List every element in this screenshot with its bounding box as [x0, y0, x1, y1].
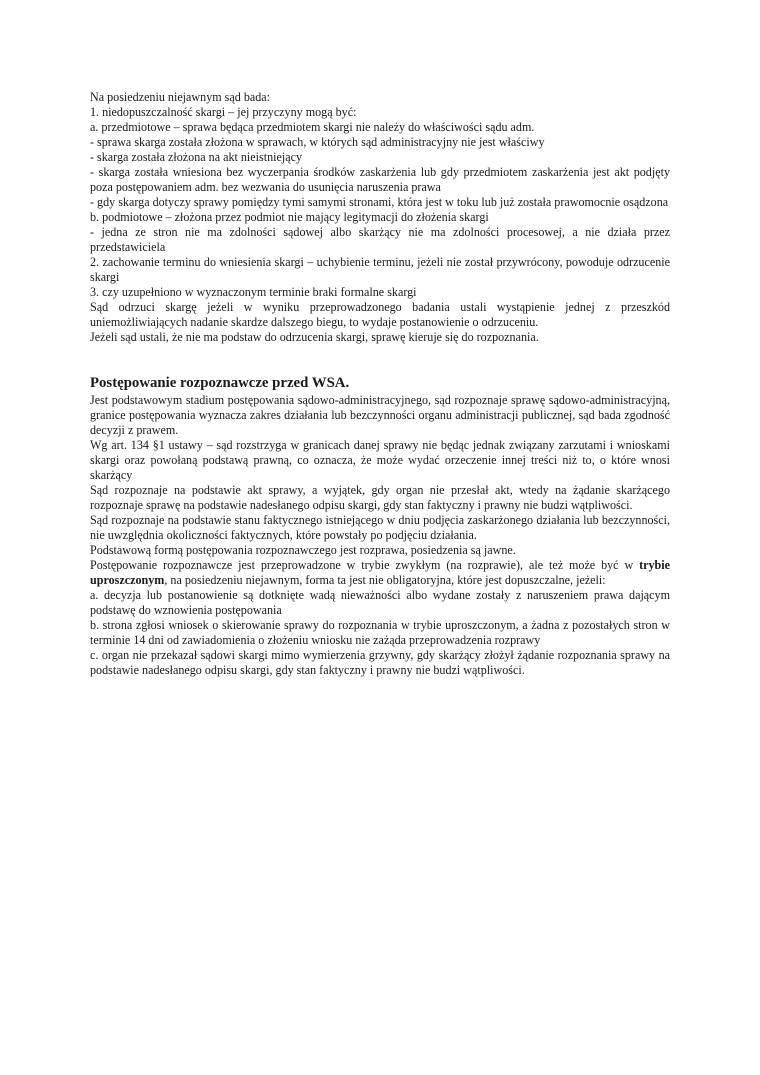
paragraph: Wg art. 134 §1 ustawy – sąd rozstrzyga w granicach danej sprawy nie będąc jednak związany zarzutami i wnioskami skargi oraz powołaną podstawą prawną, co oznacza, że może wydać orzeczenie innej treści niż to, o które wnosi skarżący	[90, 438, 670, 482]
condition-item: a. decyzja lub postanowienie są dotknięte wadą nieważności albo wydane zostały z naruszeniem prawa dającym podstawę do wznowienia postępowania	[90, 588, 670, 617]
paragraph: - sprawa skarga została złożona w sprawach, w których sąd administracyjny nie jest właściwy	[90, 135, 545, 149]
paragraph-simplified-mode	[90, 558, 670, 588]
section-recognition-proceedings	[90, 375, 670, 678]
text-run: , na posiedzeniu niejawnym, forma ta jest nie obligatoryjna, które jest dopuszczalne, jeżeli:	[164, 573, 606, 587]
section-preliminary-examination	[90, 90, 670, 345]
paragraph: a. przedmiotowe – sprawa będąca przedmiotem skargi nie należy do właściwości sądu adm.	[90, 120, 535, 134]
bold-term: trybie uproszczonym	[90, 558, 670, 587]
section-spacer	[90, 345, 670, 375]
paragraph: Podstawową formą postępowania rozpoznawczego jest rozprawa, posiedzenia są jawne.	[90, 543, 516, 557]
paragraph: Jest podstawowym stadium postępowania sądowo-administracyjnego, sąd rozpoznaje sprawę sądowo-administracyjną, granice postępowania wyznacza zakres działania lub bezczynności organu administracji publicznej, sąd bada zgodność decyzji z prawem.	[90, 393, 670, 437]
paragraph: 1. niedopuszczalność skargi – jej przyczyny mogą być:	[90, 105, 357, 119]
condition-item: c. organ nie przekazał sądowi skargi mimo wymierzenia grzywny, gdy skarżący złożył żądanie rozpoznania sprawy na podstawie nadesłanego odpisu skargi, gdy stan faktyczny i prawny nie budzi wątpliwości.	[90, 648, 670, 677]
paragraph: Sąd odrzuci skargę jeżeli w wyniku przeprowadzonego badania ustali wystąpienie jednej z przeszkód uniemożliwiających nadanie skardze dalszego biegu, to wydaje postanowienie o odrzuceniu.	[90, 300, 670, 329]
document-page	[90, 90, 670, 678]
paragraph: - skarga została złożona na akt nieistniejący	[90, 150, 303, 164]
section-heading: Postępowanie rozpoznawcze przed WSA.	[90, 375, 350, 391]
paragraph: Sąd rozpoznaje na podstawie akt sprawy, a wyjątek, gdy organ nie przesłał akt, wtedy na żądanie skarżącego rozpoznaje sprawę na podstawie nadesłanego odpisu skargi, gdy stan faktyczny i prawny nie budzi wątpliwości.	[90, 483, 670, 512]
paragraph: Sąd rozpoznaje na podstawie stanu faktycznego istniejącego w dniu podjęcia zaskarżonego działania lub bezczynności, nie uwzględnia okoliczności faktycznych, które powstały po podjęciu działania.	[90, 513, 670, 542]
paragraph: - jedna ze stron nie ma zdolności sądowej albo skarżący nie ma zdolności procesowej, a nie działa przez przedstawiciela	[90, 225, 670, 254]
text-run: Postępowanie rozpoznawcze jest przeprowadzone w trybie zwykłym (na rozprawie), ale też może być w	[90, 558, 640, 572]
paragraph: b. podmiotowe – złożona przez podmiot nie mający legitymacji do złożenia skargi	[90, 210, 489, 224]
paragraph: - skarga została wniesiona bez wyczerpania środków zaskarżenia lub gdy przedmiotem zaskarżenia jest akt podjęty poza postępowaniem adm. bez wezwania do usunięcia naruszenia prawa	[90, 165, 670, 194]
condition-item: b. strona zgłosi wniosek o skierowanie sprawy do rozpoznania w trybie uproszczonym, a żadna z pozostałych stron w terminie 14 dni od zawiadomienia o złożeniu wniosku nie zażąda przeprowadzenia rozprawy	[90, 618, 670, 647]
paragraph: Jeżeli sąd ustali, że nie ma podstaw do odrzucenia skargi, sprawę kieruje się do rozpoznania.	[90, 330, 539, 344]
paragraph: Na posiedzeniu niejawnym sąd bada:	[90, 90, 271, 104]
paragraph: 3. czy uzupełniono w wyznaczonym terminie braki formalne skargi	[90, 285, 417, 299]
paragraph: 2. zachowanie terminu do wniesienia skargi – uchybienie terminu, jeżeli nie został przywrócony, powoduje odrzucenie skargi	[90, 255, 670, 284]
paragraph: - gdy skarga dotyczy sprawy pomiędzy tymi samymi stronami, która jest w toku lub już została prawomocnie osądzona	[90, 195, 669, 209]
